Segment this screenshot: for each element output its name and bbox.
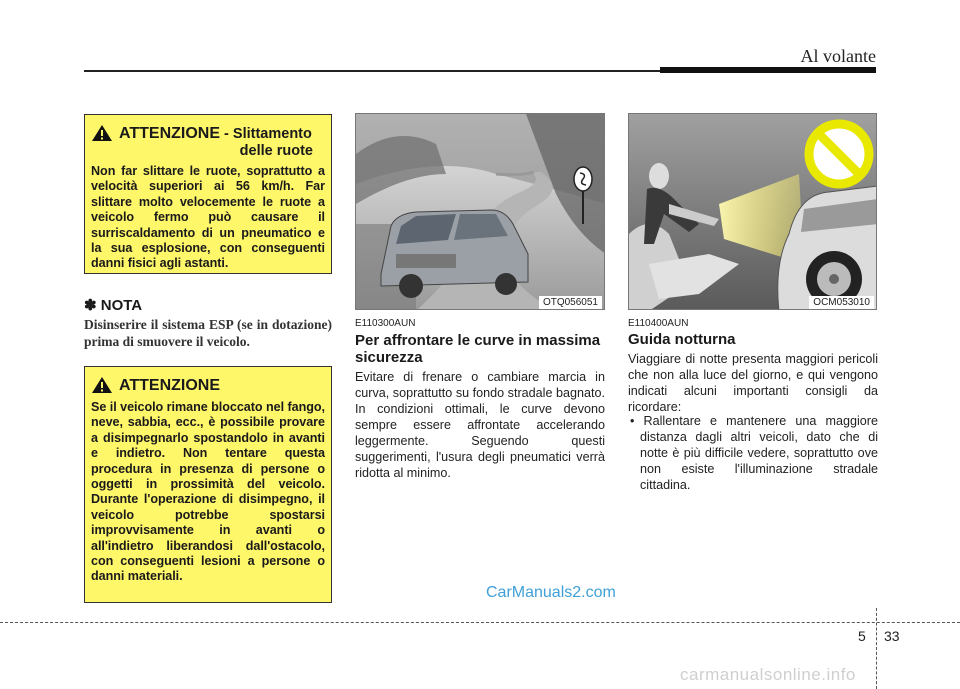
curve-driving-photo	[355, 113, 605, 310]
footer-rule	[0, 622, 960, 623]
section-code: E110300AUN	[355, 318, 416, 329]
watermark-carmanualsonline[interactable]: carmanualsonline.info	[680, 665, 856, 684]
header-bar	[660, 67, 876, 73]
section-title: Guida notturna	[628, 331, 736, 348]
photo-code: OTQ056051	[539, 296, 602, 309]
warning-title: ATTENZIONE	[119, 377, 221, 394]
warning-subtitle-2: delle ruote	[239, 143, 313, 159]
warning-heading	[91, 125, 325, 160]
warning-text: Se il veicolo rimane bloccato nel fango, neve, sabbia, ecc., è possibile provare a disimpegnarlo spostandolo in avanti e indietro. Non tentare questa procedura in presenza di persone o oggetti in prossimità del veicolo. Durante l'operazione di disimpegno, il veicolo potrebbe spostarsi improvvisamente in avanti o all'indietro liberandosi dall'ostacolo, con conseguenti lesioni a persone o danni materiali.	[91, 400, 325, 584]
warning-title: ATTENZIONE	[119, 125, 221, 142]
section-text: Evitare di frenare o cambiare marcia in curva, soprattutto su fondo stradale bagnato. In condizioni ottimali, le curve devono sempre essere affrontate accelerando leggermente. Seguendo questi suggerimenti, l'usura degli pneumatici verrà ridotta al minimo.	[355, 370, 605, 480]
note-text: Disinserire il sistema ESP (se in dotazione) prima di smuovere il veicolo.	[84, 317, 332, 349]
van-on-curve-illustration	[356, 114, 605, 310]
warning-triangle-icon	[91, 124, 113, 142]
section-text: Viaggiare di notte presenta maggiori pericoli che non alla luce del giorno, e qui vengono indicati alcuni importanti consigli da ricordare:	[628, 352, 878, 414]
page-header-title: Al volante	[800, 46, 876, 66]
bullet-item: • Rallentare e mantenere una maggiore distanza dagli altri veicoli, dato che di notte è più difficile vedere, soprattutto ove non esiste l'illuminazione stradale cittadina.	[630, 414, 878, 492]
section-number: 5	[858, 628, 866, 644]
section-title: Per affrontare le curve in massima sicurezza	[355, 332, 601, 366]
warning-triangle-icon	[91, 376, 113, 394]
section-code: E110400AUN	[628, 318, 689, 329]
warning-heading	[91, 377, 325, 394]
warning-box-stuck-vehicle	[84, 366, 332, 603]
night-driving-illustration	[629, 114, 877, 310]
header-rule	[84, 70, 660, 72]
watermark-carmanuals2[interactable]: CarManuals2.com	[486, 584, 616, 601]
warning-box-wheel-spin	[84, 114, 332, 274]
warning-text: Non far slittare le ruote, soprattutto a velocità superiori ai 56 km/h. Far slittare molto velocemente le ruote a veicolo fermo può causare il surriscaldamento di un pneumatico e la sua esplosione, con conseguenti danni fisici agli astanti.	[91, 164, 325, 271]
footer-divider	[876, 608, 877, 689]
page-number: 33	[884, 628, 900, 644]
night-driving-photo	[628, 113, 877, 310]
warning-subtitle: - Slittamento	[220, 126, 312, 142]
note-title: ✽ NOTA	[84, 297, 143, 314]
photo-code: OCM053010	[809, 296, 874, 309]
